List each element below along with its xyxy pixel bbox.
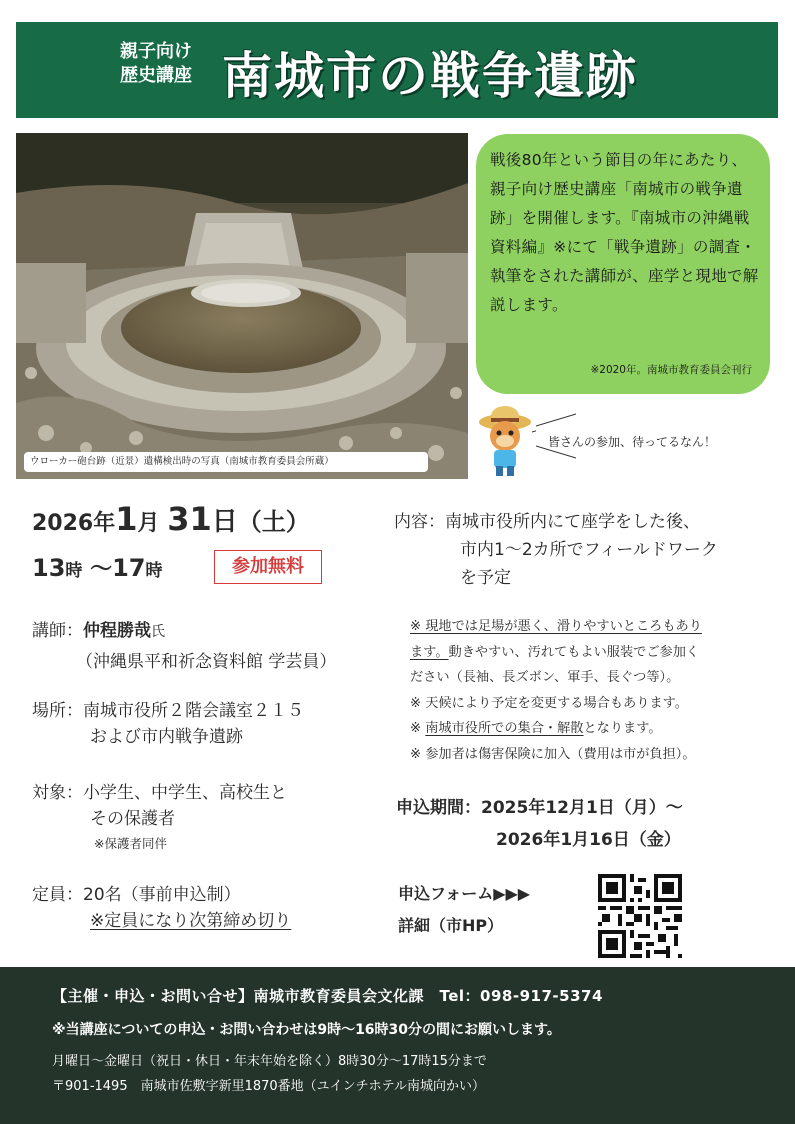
content-line-2: 市内1〜2カ所でフィールドワーク xyxy=(460,540,718,560)
content-line-1: 南城市役所内にて座学をした後、 xyxy=(445,512,700,532)
note-2: ※ 天候により予定を変更する場合もあります。 xyxy=(410,695,688,711)
event-day: 31 xyxy=(167,500,212,538)
time-separator: 〜 xyxy=(90,557,113,582)
period-label: 申込期間： xyxy=(396,798,481,818)
mascot-speech: 皆さんの参加、待ってるなん！ xyxy=(548,435,717,449)
content-label: 内容： xyxy=(394,512,445,532)
target-label: 対象： xyxy=(32,783,83,803)
photo-caption: ウローカー砲台跡（近景）遺構検出時の写真（南城市教育委員会所蔵） xyxy=(24,452,428,472)
capacity-line-2: ※定員になり次第締め切り xyxy=(90,911,292,931)
content-block xyxy=(394,508,718,592)
footer-address: 〒901-1495 南城市佐敷字新里1870番地（ユインチホテル南城向かい） xyxy=(52,1079,486,1094)
target-line-2: その保護者 xyxy=(90,809,175,829)
target-note: ※保護者同伴 xyxy=(94,836,167,851)
ruins-photo xyxy=(16,133,468,479)
intro-bubble xyxy=(476,134,770,394)
event-month: 1 xyxy=(115,500,138,538)
venue-block xyxy=(32,698,304,750)
target-line-1: 小学生、中学生、高校生と xyxy=(83,783,287,803)
capacity-label: 定員： xyxy=(32,885,83,905)
mascot-character-icon xyxy=(474,402,536,480)
header-banner xyxy=(16,22,778,118)
application-form-link[interactable]: 申込フォーム▶▶▶ xyxy=(398,884,531,903)
time-unit-1: 時 xyxy=(65,561,83,581)
capacity-line-1: 20名（事前申込制） xyxy=(83,885,241,905)
footer-office-hours: 月曜日〜金曜日（祝日・休日・年末年始を除く）8時30分〜17時15分まで xyxy=(52,1054,487,1069)
event-year: 2026年 xyxy=(32,511,116,536)
note-1-line-b-underlined: ます。 xyxy=(410,644,449,660)
target-block xyxy=(32,780,287,832)
footer xyxy=(0,967,795,1124)
note-3-prefix: ※ xyxy=(410,721,426,736)
event-date xyxy=(32,500,310,538)
header-subtitle xyxy=(106,40,206,88)
capacity-block xyxy=(32,882,291,934)
page-title: 南城市の戦争遺跡 xyxy=(222,47,638,105)
intro-note: ※2020年。南城市教育委員会刊行 xyxy=(590,364,752,376)
city-hp-link[interactable]: 詳細（市HP） xyxy=(398,916,504,935)
lecturer-label: 講師： xyxy=(32,621,83,641)
ruins-photo-illustration xyxy=(16,133,468,479)
lecturer-affiliation: （沖縄県平和祈念資料館 学芸員） xyxy=(76,652,337,672)
venue-label: 場所： xyxy=(32,701,83,721)
time-unit-2: 時 xyxy=(145,561,163,581)
application-period xyxy=(396,792,683,856)
note-4: ※ 参加者は傷害保険に加入（費用は市が負担）。 xyxy=(410,746,696,762)
note-1-line-b: 動きやすい、汚れてもよい服装でご参加く xyxy=(448,644,700,660)
intro-text: 戦後80年という節目の年にあたり、親子向け歴史講座「南城市の戦争遺跡」を開催します。『南城市の沖縄戦 資料編』※にて「戦争遺跡」の調査・執筆をされた講師が、座学と現地で解説します。 xyxy=(490,151,766,314)
event-weekday: （土） xyxy=(237,508,310,536)
subtitle-line-2: 歴史講座 xyxy=(120,65,192,86)
note-3-underlined: 南城市役所での集合・解散 xyxy=(425,721,584,736)
period-end: 2026年1月16日（金） xyxy=(496,830,681,850)
qr-code-icon[interactable] xyxy=(598,874,682,958)
lecturer-name: 仲程勝哉 xyxy=(83,621,151,641)
subtitle-line-1: 親子向け xyxy=(120,41,192,62)
footer-hours-note: ※当講座についての申込・お問い合わせは9時〜16時30分の間にお願いします。 xyxy=(52,1022,561,1038)
note-1-line-a: ※ 現地では足場が悪く、滑りやすいところもあり xyxy=(410,619,702,634)
note-3-suffix: となります。 xyxy=(583,721,662,736)
venue-line-2: および市内戦争遺跡 xyxy=(90,727,243,747)
note-1-line-c: ださい（長袖、長ズボン、軍手、長ぐつ等）。 xyxy=(410,670,680,685)
venue-line-1: 南城市役所２階会議室２１５ xyxy=(83,701,304,721)
event-month-unit: 月 xyxy=(137,511,160,536)
time-start: 13 xyxy=(32,554,66,582)
application-form-block xyxy=(398,878,530,942)
period-start: 2025年12月1日（月）〜 xyxy=(481,798,683,818)
footer-organizer-contact: 【主催・申込・お問い合せ】南城市教育委員会文化課 Tel：098-917-5374 xyxy=(52,987,603,1005)
event-time xyxy=(32,552,163,583)
notes-list xyxy=(410,614,702,767)
event-day-unit: 日 xyxy=(211,507,238,537)
lecturer-honorific: 氏 xyxy=(151,624,165,640)
content-line-3: を予定 xyxy=(460,568,511,588)
free-admission-badge: 参加無料 xyxy=(214,550,322,584)
time-end: 17 xyxy=(112,554,146,582)
lecturer-block xyxy=(32,618,336,675)
